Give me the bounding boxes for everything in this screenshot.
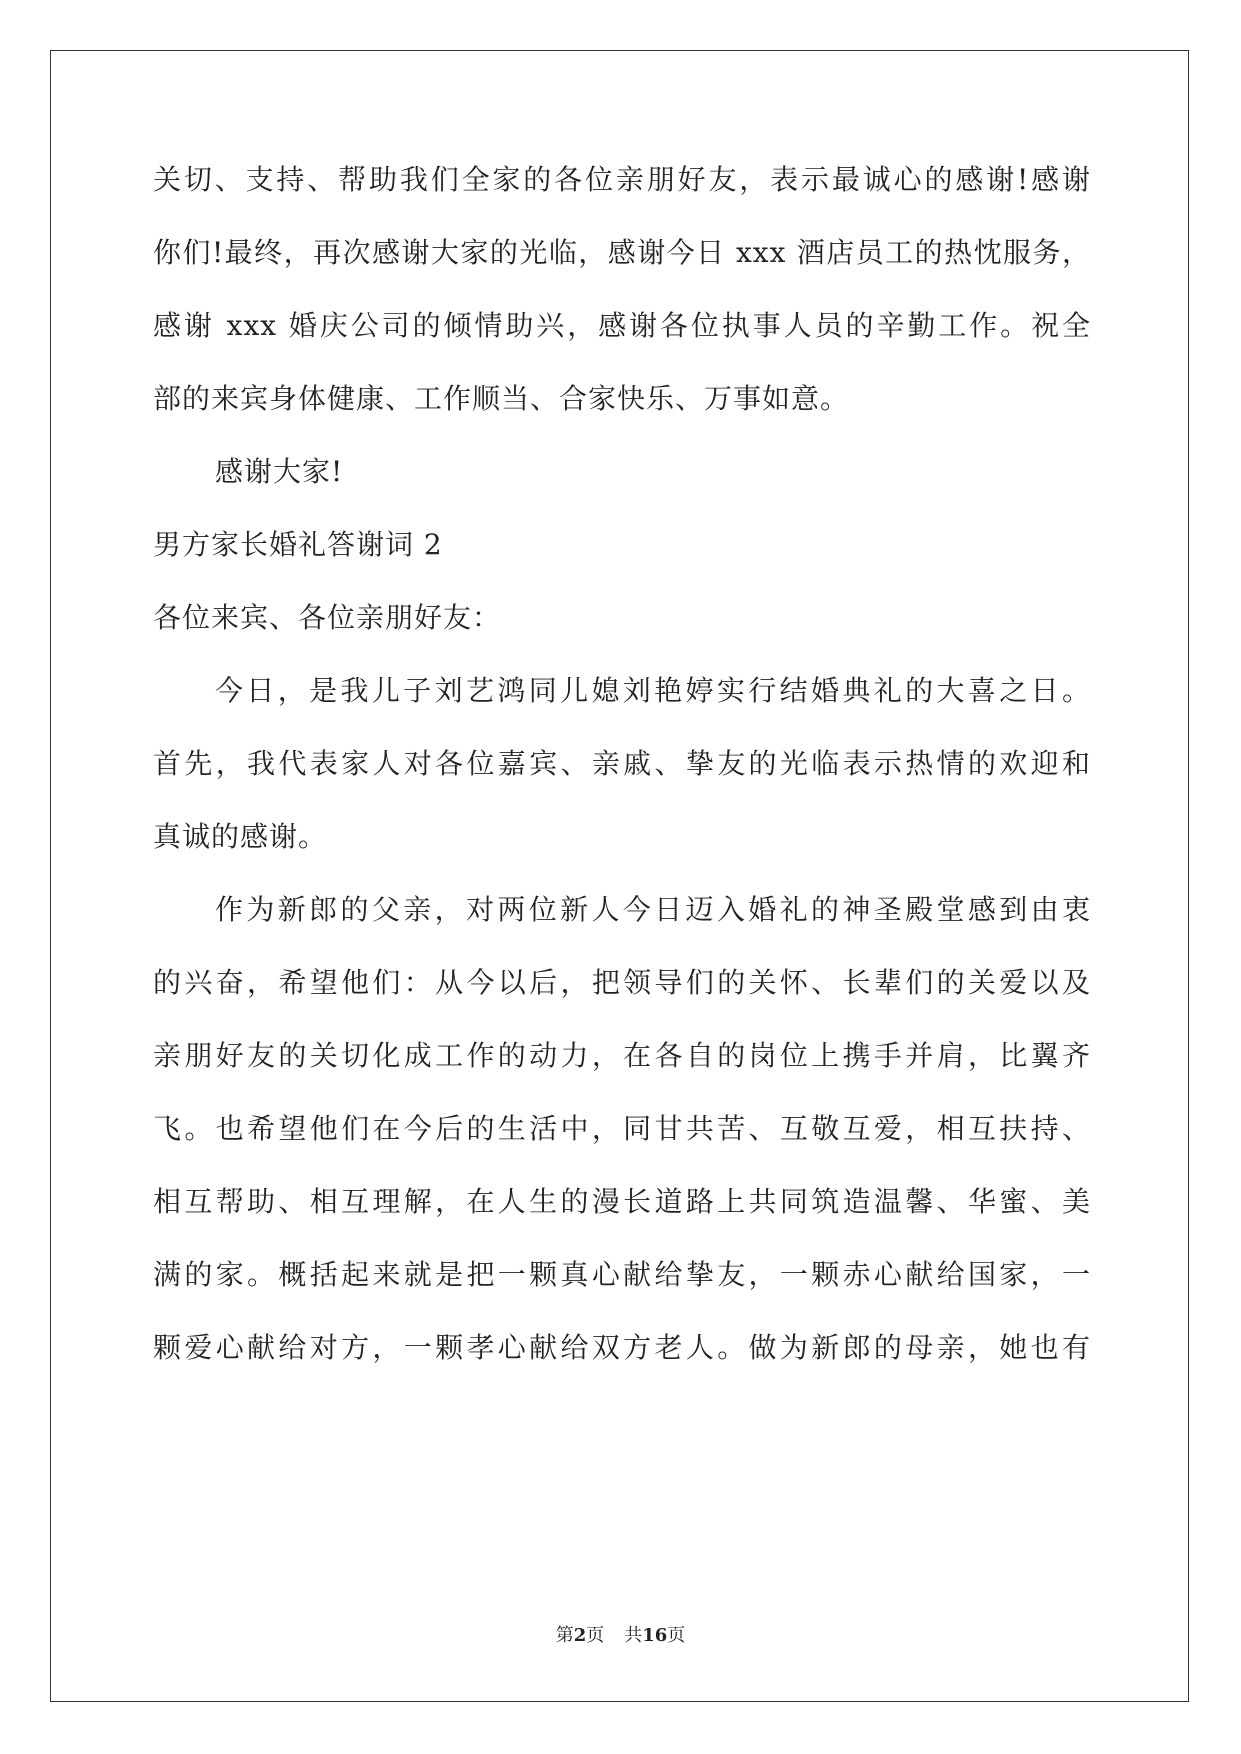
paragraph-line: 首先，我代表家人对各位嘉宾、亲戚、挚友的光临表示热情的欢迎和 — [153, 747, 1091, 780]
closing-thanks: 感谢大家! — [215, 455, 344, 488]
paragraph-line: 亲朋好友的关切化成工作的动力，在各自的岗位上携手并肩，比翼齐 — [153, 1039, 1091, 1072]
paragraph-line: 飞。也希望他们在今后的生活中，同甘共苦、互敬互爱，相互扶持、 — [153, 1112, 1091, 1145]
paragraph-line: 相互帮助、相互理解，在人生的漫长道路上共同筑造温馨、华蜜、美 — [153, 1185, 1091, 1218]
total-suffix: 页 — [667, 1625, 686, 1646]
paragraph-line: 作为新郎的父亲，对两位新人今日迈入婚礼的神圣殿堂感到由衷 — [215, 893, 1091, 926]
paragraph-line: 关切、支持、帮助我们全家的各位亲朋好友，表示最诚心的感谢!感谢 — [153, 163, 1091, 196]
page-total: 16 — [642, 1625, 668, 1646]
paragraph-line: 颗爱心献给对方，一颗孝心献给双方老人。做为新郎的母亲，她也有 — [153, 1331, 1091, 1364]
total-prefix: 共 — [624, 1625, 643, 1646]
page-current: 2 — [573, 1625, 587, 1646]
paragraph-line: 真诚的感谢。 — [153, 820, 328, 853]
paragraph-line: 今日，是我儿子刘艺鸿同儿媳刘艳婷实行结婚典礼的大喜之日。 — [215, 674, 1091, 707]
paragraph-line: 的兴奋，希望他们：从今以后，把领导们的关怀、长辈们的关爱以及 — [153, 966, 1091, 999]
page-footer — [0, 1624, 1241, 1648]
paragraph-line: 你们!最终，再次感谢大家的光临，感谢今日 xxx 酒店员工的热忱服务， — [153, 236, 1091, 269]
paragraph-line: 部的来宾身体健康、工作顺当、合家快乐、万事如意。 — [153, 382, 850, 415]
salutation: 各位来宾、各位亲朋好友： — [153, 601, 502, 634]
paragraph-line: 感谢 xxx 婚庆公司的倾情助兴，感谢各位执事人员的辛勤工作。祝全 — [153, 309, 1091, 342]
page-prefix: 第 — [555, 1625, 574, 1646]
paragraph-line: 满的家。概括起来就是把一颗真心献给挚友，一颗赤心献给国家，一 — [153, 1258, 1091, 1291]
section-heading: 男方家长婚礼答谢词 2 — [153, 528, 443, 561]
page-border — [50, 50, 1189, 1702]
page-suffix: 页 — [586, 1625, 605, 1646]
